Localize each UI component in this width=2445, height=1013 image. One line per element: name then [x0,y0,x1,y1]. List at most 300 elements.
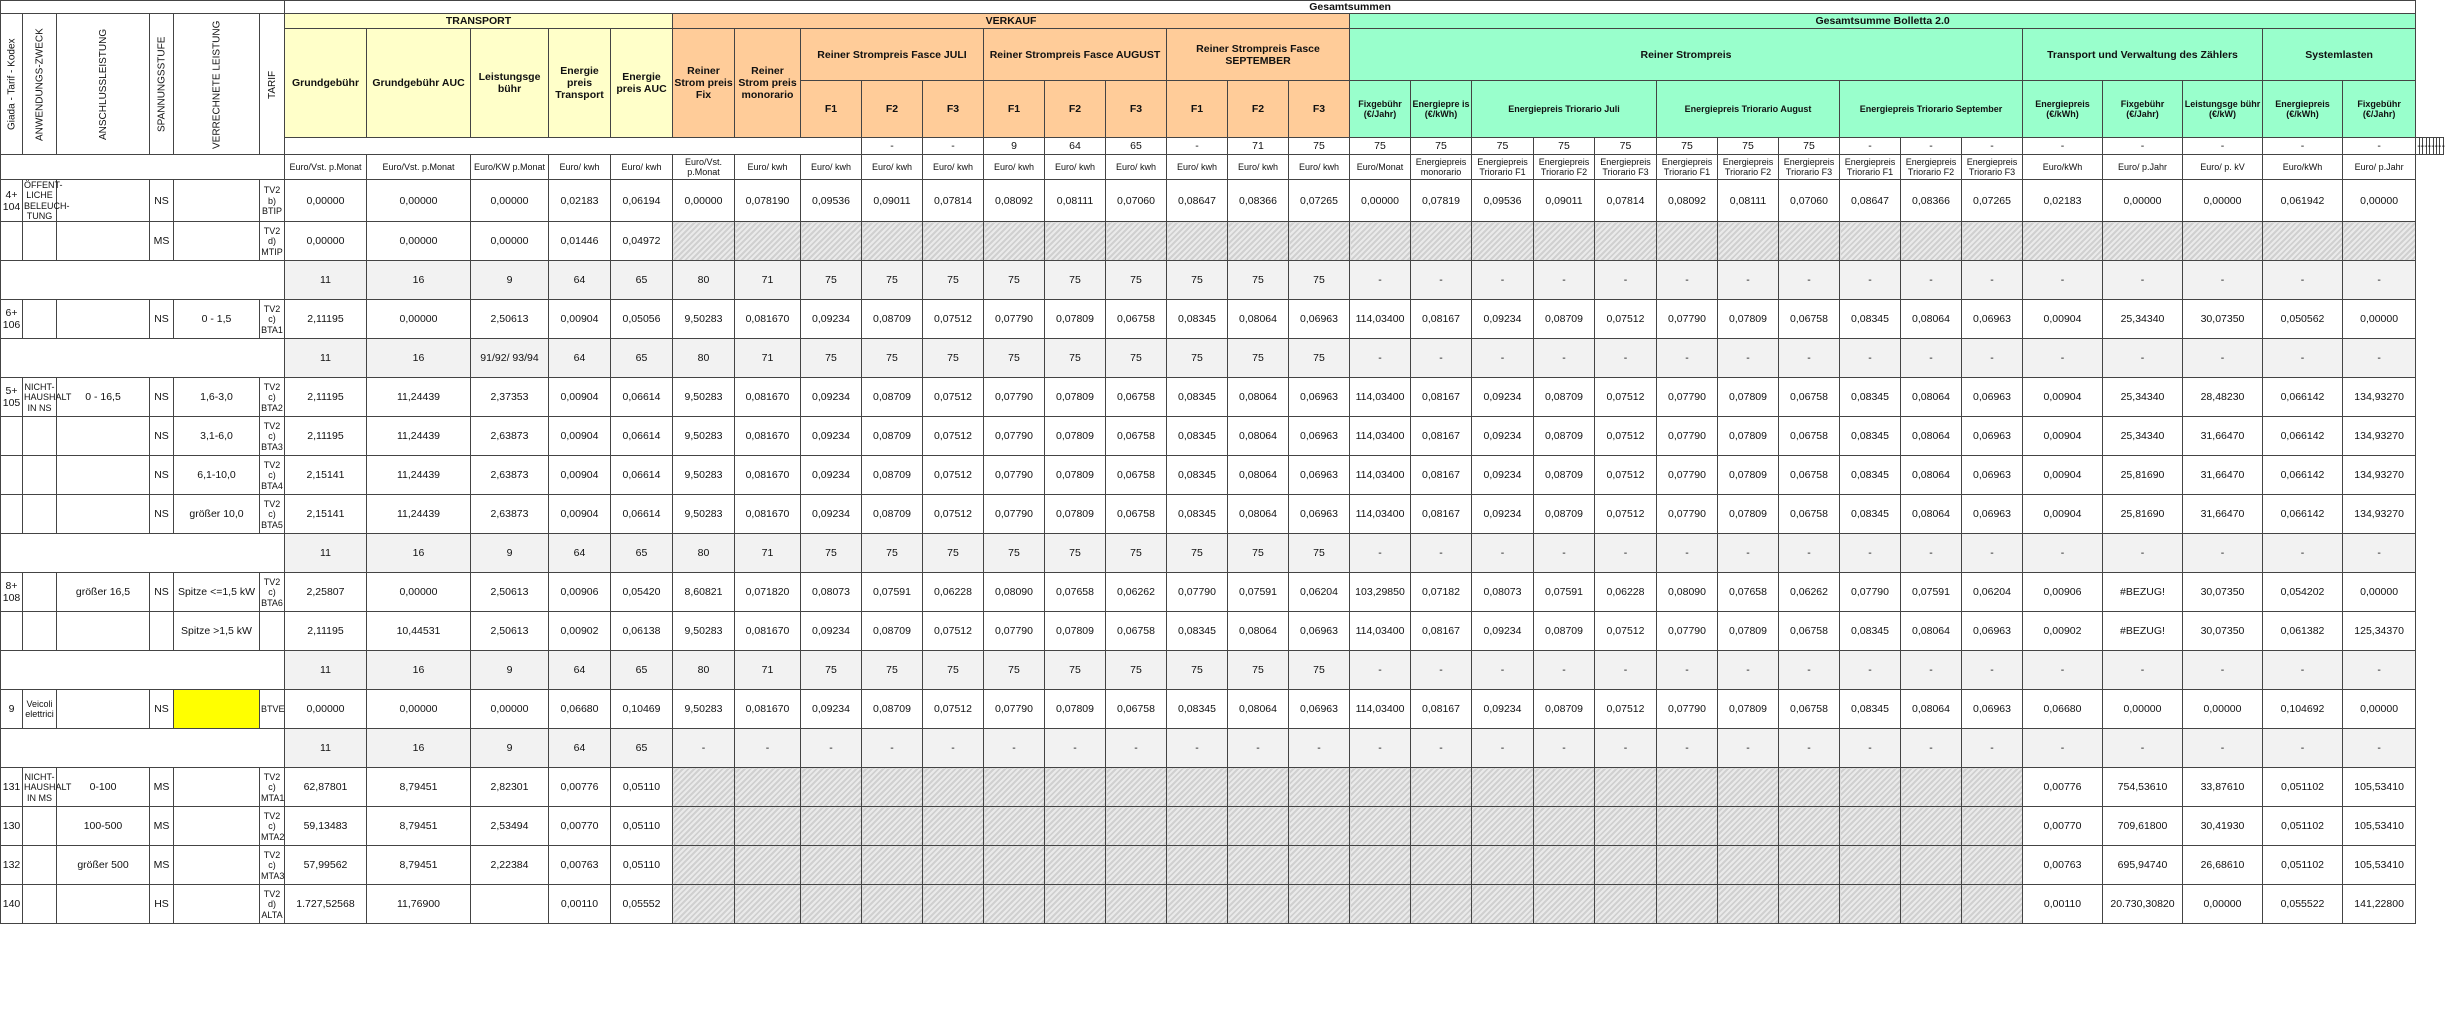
value-cell: 0,08167 [1411,690,1472,729]
value-cell: 57,99562 [285,846,367,885]
row-spannung: NS [150,495,174,534]
code-cell: - [1962,339,2023,378]
value-cell [1534,222,1595,261]
value-cell: 30,07350 [2183,300,2263,339]
code-cell: - [2426,138,2429,155]
fascia-header: F3 [1106,81,1167,138]
code-cell: - [1350,534,1411,573]
value-cell [862,768,923,807]
value-cell: 0,00000 [2183,690,2263,729]
value-cell: 0,071820 [735,573,801,612]
row-code: 6+ 106 [1,300,23,339]
value-cell: 0,07819 [1411,180,1472,222]
code-cell: - [1167,729,1228,768]
value-cell [1167,768,1228,807]
code-cell: 16 [367,261,471,300]
code-cell: - [1779,651,1840,690]
value-cell [1779,807,1840,846]
value-cell: 0,04972 [611,222,673,261]
row-spannung [150,612,174,651]
code-cell: - [1472,261,1534,300]
row-tarif: TV2 c) MTA3 [260,846,285,885]
value-cell: 0,06758 [1106,612,1167,651]
value-cell [1045,846,1106,885]
value-cell: 0,08064 [1228,378,1289,417]
value-cell: 0,08345 [1840,495,1901,534]
row-spannung: MS [150,807,174,846]
code-cell: - [2023,651,2103,690]
code-cell: 65 [611,729,673,768]
code-cell: - [2103,651,2183,690]
value-cell [1045,768,1106,807]
value-cell: 0,081670 [735,417,801,456]
unit-cell: Euro/ kwh [984,155,1045,180]
row-code [1,417,23,456]
code-cell: 75 [1106,651,1167,690]
row-anschluss [57,456,150,495]
value-cell [2263,222,2343,261]
code-cell: - [2263,729,2343,768]
code-cell: 75 [984,339,1045,378]
row-code: 132 [1,846,23,885]
value-cell: 0,00776 [549,768,611,807]
code-cell: - [2023,339,2103,378]
row-verrechnet [174,180,260,222]
table-row [1,222,2444,261]
row-verrechnet: 0 - 1,5 [174,300,260,339]
value-cell: 105,53410 [2343,768,2416,807]
value-cell: 11,24439 [367,417,471,456]
row-anschluss [57,300,150,339]
code-cell: 75 [1228,534,1289,573]
value-cell: 0,08647 [1167,180,1228,222]
value-cell [673,768,735,807]
value-cell: 0,08090 [984,573,1045,612]
code-cell: 75 [801,339,862,378]
value-cell [1901,885,1962,924]
col-header: Reiner Strom preis Fix [673,29,735,138]
col-header: Energiepre is (€/kWh) [1411,81,1472,138]
value-cell: 0,09011 [862,180,923,222]
value-cell [1840,846,1901,885]
value-cell: 0,07790 [1167,573,1228,612]
col-header: Fixgebühr (€/Jahr) [2103,81,2183,138]
value-cell [1289,885,1350,924]
value-cell: 0,07591 [1901,573,1962,612]
value-cell: 0,054202 [2263,573,2343,612]
code-cell: 65 [611,534,673,573]
table-row [1,768,2444,807]
code-cell: - [1411,729,1472,768]
table-row [1,885,2444,924]
code-cell: 75 [862,534,923,573]
code-cell: 75 [1106,534,1167,573]
value-cell [1962,807,2023,846]
code-cell: 9 [471,651,549,690]
value-cell: 0,00000 [285,222,367,261]
value-cell: 0,00904 [2023,378,2103,417]
value-cell: 0,08345 [1167,378,1228,417]
value-cell: 0,09234 [1472,378,1534,417]
value-cell [1718,885,1779,924]
value-cell: 0,05110 [611,846,673,885]
value-cell [735,846,801,885]
value-cell [471,885,549,924]
value-cell [862,846,923,885]
value-cell: 0,06963 [1289,300,1350,339]
value-cell: 0,061942 [2263,180,2343,222]
code-cell: - [2430,138,2433,155]
value-cell [2103,222,2183,261]
value-cell: 0,08064 [1228,690,1289,729]
value-cell [1595,768,1657,807]
value-cell: 0,00000 [2183,885,2263,924]
value-cell: 0,09234 [1472,456,1534,495]
code-cell: - [2023,138,2103,155]
value-cell: 0,00000 [367,300,471,339]
value-cell: 0,07512 [923,378,984,417]
value-cell: 0,08647 [1840,180,1901,222]
blank-cell [1,155,285,180]
code-cell: - [1595,261,1657,300]
value-cell [2343,222,2416,261]
value-cell [1534,846,1595,885]
row-zweck [23,846,57,885]
value-cell [1472,846,1534,885]
code-cell: - [2263,651,2343,690]
value-cell: 0,09234 [1472,300,1534,339]
unit-cell: Euro/ kwh [735,155,801,180]
value-cell: 0,051102 [2263,807,2343,846]
value-cell: 114,03400 [1350,495,1411,534]
value-cell: 0,00770 [2023,807,2103,846]
value-cell: 0,06963 [1962,456,2023,495]
code-cell: - [1534,651,1595,690]
value-cell: 2,11195 [285,417,367,456]
value-cell: 0,104692 [2263,690,2343,729]
value-cell [923,768,984,807]
code-cell: - [1350,651,1411,690]
value-cell: 0,07512 [923,417,984,456]
unit-cell: Euro/ p.Jahr [2103,155,2183,180]
value-cell [1472,885,1534,924]
group-systemlasten: Systemlasten [2263,29,2416,81]
row-verrechnet: Spitze <=1,5 kW [174,573,260,612]
value-cell [862,222,923,261]
value-cell: 0,066142 [2263,417,2343,456]
blank-cell [1,339,285,378]
value-cell: 0,08709 [1534,378,1595,417]
row-zweck [23,573,57,612]
value-cell: 0,07265 [1289,180,1350,222]
value-cell: 0,05110 [611,768,673,807]
code-cell: - [923,138,984,155]
value-cell: 0,06963 [1289,378,1350,417]
value-cell: 9,50283 [673,690,735,729]
row-anschluss [57,690,150,729]
value-cell: 0,08709 [862,690,923,729]
value-cell: 25,34340 [2103,417,2183,456]
code-cell: - [2103,261,2183,300]
blank-cell [285,138,862,155]
value-cell: 0,00904 [549,300,611,339]
row-tarif: TV2 c) MTA1 [260,768,285,807]
row-code: 4+ 104 [1,180,23,222]
row-anschluss [57,495,150,534]
code-cell: 75 [1779,138,1840,155]
value-cell: 0,08111 [1718,180,1779,222]
value-cell: 0,07809 [1718,690,1779,729]
code-cell: - [1657,534,1718,573]
unit-cell: Euro/ kwh [1289,155,1350,180]
code-cell: 75 [1289,261,1350,300]
value-cell: 0,09234 [801,495,862,534]
value-cell: 0,08090 [1657,573,1718,612]
code-cell: - [2183,534,2263,573]
value-cell: 0,06963 [1962,378,2023,417]
table-row [1,456,2444,495]
value-cell: 0,00906 [549,573,611,612]
value-cell: 0,00000 [2343,690,2416,729]
value-cell: 0,00000 [2103,690,2183,729]
fascia-header: F3 [1289,81,1350,138]
value-cell: 0,08064 [1228,300,1289,339]
code-cell: 75 [1228,261,1289,300]
row-spannung: HS [150,885,174,924]
code-cell: 11 [285,339,367,378]
table-row [1,417,2444,456]
value-cell [1840,885,1901,924]
code-cell: 64 [549,651,611,690]
code-cell: - [1779,339,1840,378]
code-cell: - [1289,729,1350,768]
value-cell [1718,222,1779,261]
code-cell: - [1350,261,1411,300]
row-anschluss [57,180,150,222]
value-cell: 25,34340 [2103,300,2183,339]
row-zweck [23,222,57,261]
value-cell: 0,10469 [611,690,673,729]
value-cell: 0,01446 [549,222,611,261]
value-cell: 59,13483 [285,807,367,846]
code-cell: 75 [1289,651,1350,690]
code-cell: - [862,729,923,768]
value-cell: 0,07790 [1840,573,1901,612]
value-cell: 0,07658 [1045,573,1106,612]
value-cell [1167,807,1228,846]
value-cell [1106,846,1167,885]
value-cell: 0,06963 [1962,300,2023,339]
code-cell: - [1840,339,1901,378]
value-cell: 0,00904 [2023,300,2103,339]
value-cell: 0,06204 [1962,573,2023,612]
code-cell: - [1411,261,1472,300]
code-cell: - [1106,729,1167,768]
value-cell: 2,22384 [471,846,549,885]
value-cell [1289,768,1350,807]
code-cell: 75 [923,261,984,300]
col-header: Grundgebühr [285,29,367,138]
value-cell [801,768,862,807]
code-cell: 75 [1167,261,1228,300]
value-cell: 11,24439 [367,495,471,534]
row-verrechnet: 3,1-6,0 [174,417,260,456]
unit-cell: Energiepreis Triorario F2 [1901,155,1962,180]
value-cell: 0,06758 [1779,456,1840,495]
unit-cell: Euro/kWh [2263,155,2343,180]
value-cell: 0,07809 [1045,378,1106,417]
value-cell [673,222,735,261]
value-cell: 0,00904 [2023,495,2103,534]
value-cell: 0,081670 [735,690,801,729]
left-header: ANSCHLUSSLEISTUNG [57,14,150,155]
row-zweck [23,495,57,534]
code-cell: - [1901,651,1962,690]
value-cell: 754,53610 [2103,768,2183,807]
code-cell: - [1595,729,1657,768]
code-cell: 16 [367,534,471,573]
value-cell: 62,87801 [285,768,367,807]
code-cell: 64 [1045,138,1106,155]
row-tarif: TV2 d) MTIP [260,222,285,261]
value-cell: #BEZUG! [2103,612,2183,651]
value-cell: 0,06963 [1962,417,2023,456]
value-cell: 0,00000 [471,180,549,222]
value-cell: 2,15141 [285,456,367,495]
row-code: 131 [1,768,23,807]
value-cell: 0,055522 [2263,885,2343,924]
value-cell: 0,09234 [1472,690,1534,729]
value-cell: 0,081670 [735,378,801,417]
value-cell [1718,807,1779,846]
code-cell: - [2183,138,2263,155]
value-cell: 0,08167 [1411,378,1472,417]
row-spannung: NS [150,300,174,339]
value-cell: 0,00763 [549,846,611,885]
value-cell: 0,07790 [984,456,1045,495]
value-cell [1840,222,1901,261]
value-cell: 0,081670 [735,495,801,534]
value-cell [1228,807,1289,846]
unit-cell: Euro/kWh [2023,155,2103,180]
code-cell: - [984,729,1045,768]
value-cell [1901,768,1962,807]
value-cell [1534,768,1595,807]
row-anschluss: 0-100 [57,768,150,807]
value-cell: 0,05552 [611,885,673,924]
code-cell: 75 [1472,138,1534,155]
value-cell: 0,08064 [1901,690,1962,729]
row-tarif: BTVE [260,690,285,729]
unit-cell: Energiepreis Triorario F3 [1779,155,1840,180]
code-cell: 80 [673,534,735,573]
value-cell: 0,08709 [862,300,923,339]
row-zweck: NICHT-HAUSHALT IN NS [23,378,57,417]
row-code [1,222,23,261]
code-cell: - [2183,339,2263,378]
code-cell: 71 [735,534,801,573]
code-cell: 11 [285,729,367,768]
value-cell: 0,00902 [2023,612,2103,651]
value-cell: 0,07790 [1657,690,1718,729]
value-cell [735,885,801,924]
code-cell: 75 [1595,138,1657,155]
value-cell: 0,07512 [1595,417,1657,456]
value-cell: 0,08709 [1534,690,1595,729]
code-cell: - [1534,339,1595,378]
code-cell: 11 [285,261,367,300]
value-cell: 0,08167 [1411,417,1472,456]
code-cell: - [2183,261,2263,300]
code-cell: - [1472,651,1534,690]
value-cell: 0,00110 [549,885,611,924]
code-cell: 75 [1228,339,1289,378]
col-header: Energie preis Transport [549,29,611,138]
value-cell: 0,08064 [1901,417,1962,456]
col-header: Fixgebühr (€/Jahr) [1350,81,1411,138]
row-spannung: NS [150,417,174,456]
value-cell: 33,87610 [2183,768,2263,807]
row-zweck [23,885,57,924]
code-cell: - [1779,729,1840,768]
code-cell: - [2263,534,2343,573]
code-cell: - [2263,339,2343,378]
code-cell: 71 [735,651,801,690]
value-cell: 0,05420 [611,573,673,612]
value-cell: 9,50283 [673,612,735,651]
value-cell [862,807,923,846]
value-cell: 0,00110 [2023,885,2103,924]
unit-cell: Energiepreis monorario [1411,155,1472,180]
code-cell: 75 [1718,138,1779,155]
code-cell: - [1534,729,1595,768]
value-cell: 2,11195 [285,378,367,417]
value-cell: 0,06758 [1779,495,1840,534]
unit-cell: Euro/ kwh [1228,155,1289,180]
row-verrechnet [174,807,260,846]
value-cell: 0,05056 [611,300,673,339]
value-cell: 2,37353 [471,378,549,417]
row-anschluss: größer 500 [57,846,150,885]
value-cell: 0,00000 [367,690,471,729]
value-cell [1779,846,1840,885]
value-cell: 114,03400 [1350,417,1411,456]
value-cell: 134,93270 [2343,495,2416,534]
value-cell: 0,06758 [1106,495,1167,534]
value-cell: 31,66470 [2183,417,2263,456]
value-cell: 0,06614 [611,456,673,495]
value-cell: 28,48230 [2183,378,2263,417]
code-cell: - [2437,138,2440,155]
value-cell [1657,885,1718,924]
code-cell: - [1350,339,1411,378]
value-cell [1289,807,1350,846]
value-cell: 0,00000 [367,180,471,222]
table-row [1,261,2444,300]
row-tarif: TV2 d) ALTA [260,885,285,924]
row-tarif: TV2 c) BTA4 [260,456,285,495]
code-cell: - [1411,651,1472,690]
value-cell: 0,09234 [801,417,862,456]
value-cell [1411,768,1472,807]
blank-cell [1,651,285,690]
value-cell: 0,08064 [1901,300,1962,339]
table-row [1,729,2444,768]
value-cell: 0,06963 [1289,612,1350,651]
value-cell [984,222,1045,261]
value-cell: 0,08345 [1167,612,1228,651]
code-cell: 75 [1289,138,1350,155]
